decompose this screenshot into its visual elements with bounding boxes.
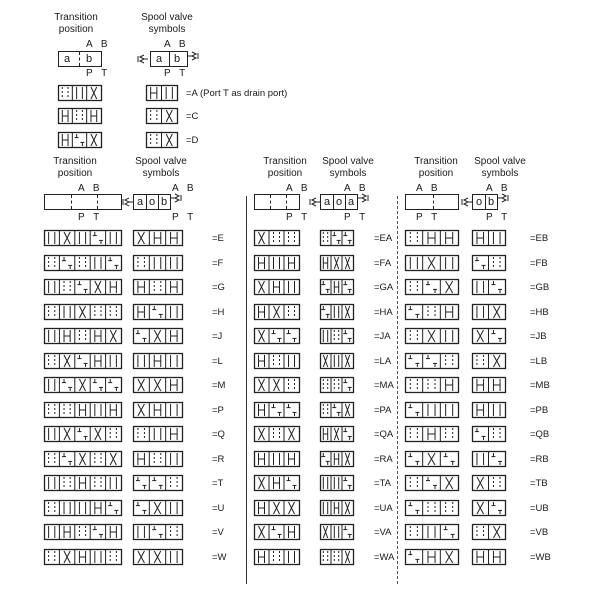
ports-top-label: A B — [172, 183, 197, 194]
cell-a-label: a — [64, 53, 71, 65]
spool-code-label: =JB — [530, 331, 547, 342]
transition-symbol — [44, 451, 122, 467]
spool-code-label: =PA — [374, 405, 392, 416]
transition-symbol — [44, 426, 122, 442]
spool-header: Spool valve symbols — [474, 156, 526, 179]
transition-symbol — [254, 402, 300, 418]
spool-code-label: =UA — [374, 503, 393, 514]
spool-code-label: =L — [212, 356, 223, 367]
transition-symbol — [44, 255, 122, 271]
spool-code-label: =M — [212, 380, 226, 391]
spool-symbol — [133, 402, 183, 418]
transition-symbol — [44, 230, 122, 246]
ports-bottom-label: P T — [172, 212, 197, 223]
spool-symbol — [320, 279, 354, 295]
spool-code-label: =P — [212, 405, 224, 416]
spool-symbol — [320, 475, 354, 491]
spool-code-label: =LB — [530, 356, 548, 367]
cell-divider — [169, 52, 170, 66]
spool-symbol — [320, 353, 354, 369]
transition-symbol — [405, 451, 459, 467]
cell-b-label: b — [86, 53, 93, 65]
solenoid-icon — [188, 50, 200, 62]
transition-symbol — [44, 328, 122, 344]
spool-code-label: =VA — [374, 527, 392, 538]
spool-cell-label: o — [336, 196, 343, 208]
ports-bottom-label: P T — [416, 212, 441, 223]
cell-divider — [79, 52, 80, 66]
spool-symbol — [133, 451, 183, 467]
spool-code-label: =GA — [374, 282, 394, 293]
transition-symbol — [405, 500, 459, 516]
transition-header: Transition position — [53, 156, 97, 179]
spool-symbol — [472, 451, 506, 467]
spool-code-label: =G — [212, 282, 225, 293]
spool-symbol — [320, 500, 354, 516]
spool-code-label: =JA — [374, 331, 391, 342]
transition-symbol — [254, 549, 300, 565]
spool-code-label: =FB — [530, 258, 548, 269]
spool-code-label: =TB — [530, 478, 548, 489]
spool-symbol — [146, 85, 178, 101]
transition-symbol — [405, 353, 459, 369]
spool-cell-label: a — [324, 196, 331, 208]
cell-a-label: a — [156, 53, 163, 65]
cell-divider — [485, 195, 486, 209]
spool-symbol — [472, 549, 506, 565]
spool-code-label: =MA — [374, 380, 394, 391]
spool-code-label: =V — [212, 527, 224, 538]
spool-symbol — [320, 328, 354, 344]
spring-icon — [308, 196, 320, 208]
solenoid-icon — [498, 192, 510, 204]
spool-code-label: =LA — [374, 356, 392, 367]
transition-symbol — [405, 377, 459, 393]
transition-symbol — [44, 353, 122, 369]
spool-cell-label: o — [149, 196, 156, 208]
spool-symbol — [320, 255, 354, 271]
spool-symbol — [133, 255, 183, 271]
spool-code-label: =A (Port T as drain port) — [186, 88, 288, 99]
transition-symbol — [254, 279, 300, 295]
spool-code-label: =F — [212, 258, 224, 269]
spool-symbol — [133, 328, 183, 344]
ports-top-label: A B — [344, 183, 369, 194]
spool-position-box — [150, 51, 188, 67]
spool-code-label: =GB — [530, 282, 550, 293]
ports-bottom-label: P T — [286, 212, 311, 223]
spool-code-label: =UB — [530, 503, 549, 514]
spool-code-label: =WA — [374, 552, 395, 563]
transition-symbol — [254, 500, 300, 516]
spool-symbol — [320, 230, 354, 246]
ports-top-label: A B — [86, 39, 111, 50]
ports-bottom-label: P T — [86, 68, 111, 79]
spool-symbol — [133, 500, 183, 516]
transition-symbol — [405, 230, 459, 246]
spool-cell-label: b — [488, 196, 495, 208]
spool-cell-label: a — [137, 196, 144, 208]
spool-code-label: =TA — [374, 478, 391, 489]
spool-code-label: =WB — [530, 552, 551, 563]
spool-symbol — [133, 353, 183, 369]
spool-code-label: =PB — [530, 405, 549, 416]
transition-symbol — [44, 279, 122, 295]
transition-symbol — [44, 524, 122, 540]
cell-divider — [97, 195, 98, 209]
spool-symbol — [133, 475, 183, 491]
transition-symbol — [254, 328, 300, 344]
cell-divider — [71, 195, 72, 209]
cell-divider — [270, 195, 271, 209]
column-divider — [397, 196, 399, 584]
spool-position-box — [472, 194, 498, 210]
spool-symbol — [133, 230, 183, 246]
transition-symbol — [254, 451, 300, 467]
spool-symbol — [320, 377, 354, 393]
transition-symbol — [405, 402, 459, 418]
spool-symbol — [472, 402, 506, 418]
solenoid-icon — [171, 192, 183, 204]
transition-symbol — [254, 230, 300, 246]
spool-code-label: =MB — [530, 380, 550, 391]
transition-position-box — [405, 194, 459, 210]
transition-symbol — [405, 549, 459, 565]
transition-symbol — [44, 377, 122, 393]
spool-symbol — [472, 377, 506, 393]
transition-symbol — [405, 524, 459, 540]
transition-symbol — [405, 475, 459, 491]
transition-position-box — [254, 194, 300, 210]
spool-symbol — [320, 402, 354, 418]
transition-symbol — [405, 279, 459, 295]
transition-symbol — [254, 377, 300, 393]
spool-symbol — [133, 549, 183, 565]
spool-code-label: =U — [212, 503, 225, 514]
spool-code-label: =R — [212, 454, 225, 465]
transition-symbol — [44, 475, 122, 491]
spool-symbol — [133, 426, 183, 442]
transition-position-box — [58, 51, 102, 67]
spool-symbol — [320, 549, 354, 565]
spool-position-box — [133, 194, 171, 210]
transition-position-box — [44, 194, 122, 210]
spool-symbol — [472, 304, 506, 320]
spool-code-label: =D — [186, 135, 199, 146]
ports-top-label: A B — [164, 39, 189, 50]
cell-b-label: b — [174, 53, 181, 65]
spool-position-box — [320, 194, 358, 210]
spring-icon — [121, 196, 133, 208]
transition-symbol — [58, 132, 102, 148]
spool-symbol — [133, 524, 183, 540]
spring-icon — [460, 196, 472, 208]
spool-code-label: =EA — [374, 233, 393, 244]
ports-bottom-label: P T — [78, 212, 103, 223]
spool-header: Spool valve symbols — [135, 156, 187, 179]
spool-code-label: =HA — [374, 307, 393, 318]
spool-code-label: =T — [212, 478, 224, 489]
spool-code-label: =QA — [374, 429, 394, 440]
spool-code-label: =EB — [530, 233, 549, 244]
transition-symbol — [58, 108, 102, 124]
spool-code-label: =E — [212, 233, 224, 244]
spool-symbol — [472, 475, 506, 491]
spool-code-label: =RB — [530, 454, 549, 465]
spool-symbol — [472, 524, 506, 540]
spool-cell-label: b — [161, 196, 168, 208]
transition-header: Transition position — [263, 156, 307, 179]
spool-code-label: =W — [212, 552, 227, 563]
cell-divider — [158, 195, 159, 209]
spool-symbol — [472, 500, 506, 516]
ports-top-label: A B — [416, 183, 441, 194]
spring-icon — [136, 53, 148, 65]
spool-symbol — [133, 279, 183, 295]
spool-code-label: =FA — [374, 258, 392, 269]
cell-divider — [345, 195, 346, 209]
transition-symbol — [254, 353, 300, 369]
transition-symbol — [254, 426, 300, 442]
spool-code-label: =HB — [530, 307, 549, 318]
transition-symbol — [405, 255, 459, 271]
spool-code-label: =H — [212, 307, 225, 318]
spool-symbol — [472, 328, 506, 344]
cell-divider — [333, 195, 334, 209]
ports-bottom-label: P T — [486, 212, 511, 223]
spool-code-label: =RA — [374, 454, 393, 465]
spool-code-label: =Q — [212, 429, 225, 440]
cell-divider — [146, 195, 147, 209]
transition-symbol — [254, 475, 300, 491]
transition-symbol — [254, 255, 300, 271]
spool-code-label: =J — [212, 331, 223, 342]
transition-symbol — [405, 426, 459, 442]
transition-symbol — [405, 328, 459, 344]
spool-code-label: =C — [186, 111, 199, 122]
spool-header: Spool valve symbols — [322, 156, 374, 179]
spool-symbol — [472, 230, 506, 246]
transition-header: Transition position — [54, 12, 98, 35]
spool-symbol — [320, 524, 354, 540]
spool-cell-label: o — [476, 196, 483, 208]
ports-bottom-label: P T — [344, 212, 369, 223]
spool-symbol — [320, 426, 354, 442]
spool-symbol — [146, 108, 178, 124]
spool-code-label: =QB — [530, 429, 550, 440]
transition-symbol — [58, 85, 102, 101]
cell-divider — [433, 195, 434, 209]
cell-divider — [286, 195, 287, 209]
spool-cell-label: a — [348, 196, 355, 208]
spool-symbol — [320, 304, 354, 320]
transition-symbol — [44, 549, 122, 565]
transition-symbol — [44, 500, 122, 516]
spool-symbol — [472, 426, 506, 442]
spool-symbol — [146, 132, 178, 148]
transition-header: Transition position — [414, 156, 458, 179]
ports-top-label: A B — [486, 183, 511, 194]
transition-symbol — [44, 304, 122, 320]
spool-code-label: =VB — [530, 527, 549, 538]
spool-symbol — [472, 353, 506, 369]
spool-symbol — [133, 377, 183, 393]
ports-top-label: A B — [286, 183, 311, 194]
spool-symbol — [320, 451, 354, 467]
transition-symbol — [44, 402, 122, 418]
transition-symbol — [405, 304, 459, 320]
ports-top-label: A B — [78, 183, 103, 194]
spool-symbol — [472, 255, 506, 271]
solenoid-icon — [358, 192, 370, 204]
transition-symbol — [254, 524, 300, 540]
ports-bottom-label: P T — [164, 68, 189, 79]
spool-symbol — [133, 304, 183, 320]
spool-header: Spool valve symbols — [141, 12, 193, 35]
spool-symbol — [472, 279, 506, 295]
column-divider — [246, 196, 247, 584]
transition-symbol — [254, 304, 300, 320]
